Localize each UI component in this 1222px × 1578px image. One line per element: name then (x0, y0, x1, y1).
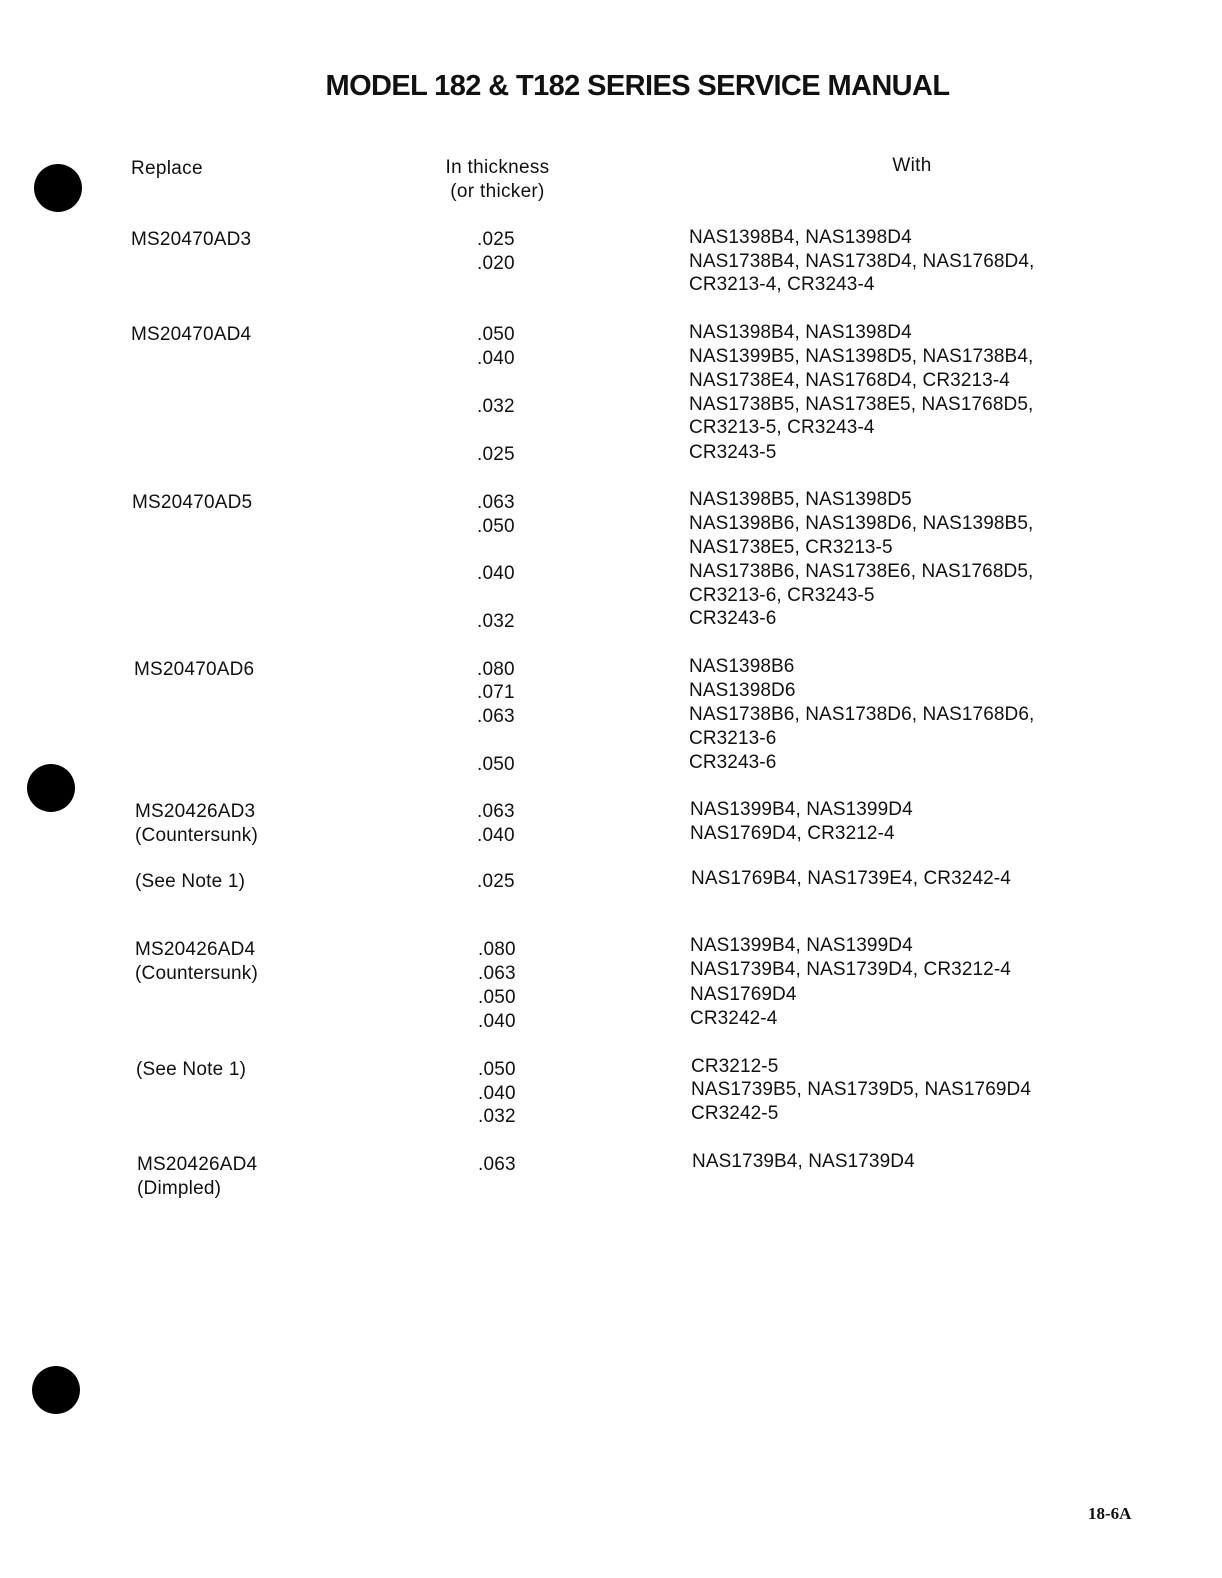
part-number: MS20470AD3 (131, 229, 252, 250)
part-note: (Countersunk) (135, 825, 258, 846)
replacement-line: NAS1738B6, NAS1738D6, NAS1768D6, (689, 704, 1035, 725)
replacement-line: CR3242-4 (690, 1008, 778, 1029)
thickness-value: .063 (478, 1154, 516, 1175)
page-title: MODEL 182 & T182 SERIES SERVICE MANUAL (325, 70, 950, 102)
part-note: (Countersunk) (135, 963, 258, 984)
thickness-value: .063 (477, 492, 515, 513)
replacement-line: NAS1398B4, NAS1398D4 (689, 227, 912, 248)
part-number: MS20426AD3 (135, 801, 256, 822)
replacement-line: NAS1769D4, CR3212-4 (690, 823, 895, 844)
replacement-line: CR3243-6 (689, 752, 777, 773)
replacement-line: NAS1398D6 (689, 680, 796, 701)
part-note: (Dimpled) (137, 1178, 222, 1199)
replacement-line: CR3213-6 (689, 728, 777, 749)
thickness-value: .040 (477, 825, 515, 846)
replacement-line: NAS1399B5, NAS1398D5, NAS1738B4, (689, 346, 1034, 367)
thickness-value: .080 (478, 939, 516, 960)
replacement-line: CR3213-5, CR3243-4 (689, 417, 875, 438)
thickness-value: .025 (477, 229, 515, 250)
thickness-value: .050 (477, 754, 515, 775)
replacement-line: NAS1738B4, NAS1738D4, NAS1768D4, (689, 251, 1035, 272)
part-number: MS20470AD4 (131, 324, 252, 345)
thickness-value: .063 (477, 801, 515, 822)
thickness-value: .040 (478, 1083, 516, 1104)
replacement-line: CR3243-5 (689, 442, 777, 463)
binder-hole-top (34, 164, 82, 212)
thickness-value: .040 (478, 1011, 516, 1032)
replacement-line: NAS1738E4, NAS1768D4, CR3213-4 (689, 370, 1010, 391)
column-header-thickness (420, 156, 575, 204)
thickness-value: .040 (477, 563, 515, 584)
column-header-thickness-line2: (or thicker) (450, 181, 545, 202)
thickness-value: .040 (477, 348, 515, 369)
part-number: MS20470AD5 (132, 492, 253, 513)
thickness-value: .050 (478, 1059, 516, 1080)
column-header-replace: Replace (131, 158, 203, 179)
thickness-value: .032 (478, 1106, 516, 1127)
replacement-line: NAS1738E5, CR3213-5 (689, 537, 893, 558)
thickness-value: .050 (478, 987, 516, 1008)
replacement-line: NAS1769D4 (690, 984, 797, 1005)
thickness-value: .050 (477, 516, 515, 537)
part-note: (See Note 1) (136, 1059, 247, 1080)
binder-hole-bottom (32, 1366, 80, 1414)
replacement-line: NAS1739B4, NAS1739D4 (692, 1151, 915, 1172)
part-note: (See Note 1) (135, 871, 246, 892)
thickness-value: .063 (477, 706, 515, 727)
column-header-thickness-line1: In thickness (445, 157, 550, 178)
replacement-line: CR3213-6, CR3243-5 (689, 585, 875, 606)
thickness-value: .025 (477, 871, 515, 892)
replacement-line: NAS1739B4, NAS1739D4, CR3212-4 (690, 959, 1011, 980)
replacement-line: CR3242-5 (691, 1103, 779, 1124)
replacement-line: NAS1399B4, NAS1399D4 (690, 799, 913, 820)
replacement-line: NAS1769B4, NAS1739E4, CR3242-4 (691, 868, 1011, 889)
replacement-line: NAS1398B6 (689, 656, 795, 677)
replacement-line: CR3243-6 (689, 608, 777, 629)
replacement-line: CR3212-5 (691, 1056, 779, 1077)
replacement-line: NAS1398B6, NAS1398D6, NAS1398B5, (689, 513, 1034, 534)
thickness-value: .025 (477, 444, 515, 465)
thickness-value: .032 (477, 611, 515, 632)
replacement-line: NAS1738B5, NAS1738E5, NAS1768D5, (689, 394, 1034, 415)
part-number: MS20470AD6 (134, 659, 255, 680)
thickness-value: .063 (478, 963, 516, 984)
replacement-line: NAS1398B4, NAS1398D4 (689, 322, 912, 343)
binder-hole-middle (27, 764, 75, 812)
part-number: MS20426AD4 (135, 939, 256, 960)
thickness-value: .080 (477, 659, 515, 680)
thickness-value: .050 (477, 324, 515, 345)
column-header-with: With (892, 155, 932, 176)
thickness-value: .020 (477, 253, 515, 274)
page-number: 18-6A (1088, 1504, 1132, 1523)
thickness-value: .032 (477, 396, 515, 417)
replacement-line: CR3213-4, CR3243-4 (689, 274, 875, 295)
replacement-line: NAS1738B6, NAS1738E6, NAS1768D5, (689, 561, 1034, 582)
replacement-line: NAS1739B5, NAS1739D5, NAS1769D4 (691, 1079, 1032, 1100)
replacement-line: NAS1399B4, NAS1399D4 (690, 935, 913, 956)
part-number: MS20426AD4 (137, 1154, 258, 1175)
thickness-value: .071 (477, 682, 515, 703)
replacement-line: NAS1398B5, NAS1398D5 (689, 489, 912, 510)
